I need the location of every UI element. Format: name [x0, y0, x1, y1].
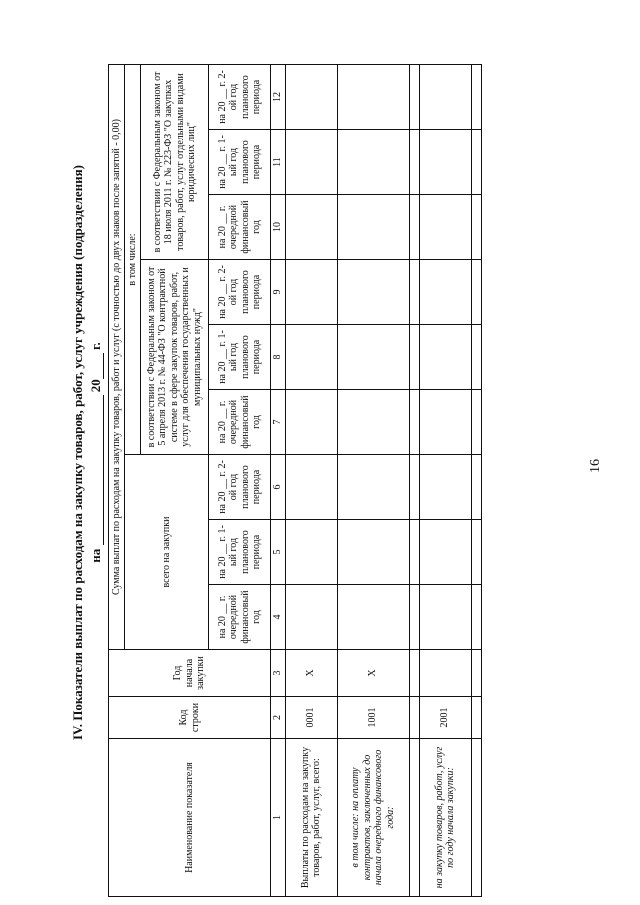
subtitle-suffix: г. [88, 342, 103, 350]
value-cell [285, 325, 337, 390]
col-number: 5 [271, 520, 286, 585]
value-cell [409, 65, 419, 130]
value-cell [419, 195, 471, 260]
value-cell [419, 455, 471, 520]
col-number: 6 [271, 455, 286, 520]
period-cell: на 20 __ г. очередной финансовый год [209, 390, 271, 455]
page-number: 16 [588, 459, 603, 473]
header-code: Код строки [109, 697, 271, 739]
document-subtitle [88, 0, 104, 905]
period-cell: на 20 __ г. 1-ый год планового периода [209, 520, 271, 585]
header-name: Наименование показателя [109, 739, 271, 897]
value-cell [419, 585, 471, 650]
value-cell [337, 130, 409, 195]
header-44fz: в соответствии с Федеральным законом от 5 апреля 2013 г. № 44-ФЗ "О контрактной системе в сфере закупок товаров, работ, услуг для обеспечения государственных и муниципальных нужд" [141, 260, 209, 455]
value-cell [471, 390, 481, 455]
value-cell [409, 520, 419, 585]
table-row [471, 65, 481, 897]
row-year: X [337, 650, 409, 697]
table-row [419, 65, 471, 897]
value-cell [337, 585, 409, 650]
header-sum: Сумма выплат по расходам на закупку товаров, работ и услуг (с точностью до двух знаков после запятой - 0,00) [109, 65, 125, 650]
blank-line [103, 395, 104, 545]
period-cell: на 20 __ г. очередной финансовый год [209, 195, 271, 260]
col-number: 10 [271, 195, 286, 260]
value-cell [471, 455, 481, 520]
row-code: 1001 [337, 697, 409, 739]
col-number: 2 [271, 697, 286, 739]
period-cell: на 20 __ г. 2-ой год планового периода [209, 455, 271, 520]
value-cell [419, 390, 471, 455]
row-year [471, 650, 481, 697]
col-number: 3 [271, 650, 286, 697]
value-cell [285, 65, 337, 130]
value-cell [419, 325, 471, 390]
row-name [409, 739, 419, 897]
value-cell [409, 390, 419, 455]
value-cell [285, 260, 337, 325]
col-number: 8 [271, 325, 286, 390]
col-number: 4 [271, 585, 286, 650]
col-number: 12 [271, 65, 286, 130]
row-name: Выплаты по расходам на закупку товаров, работ, услуг, всего: [285, 739, 337, 897]
col-number: 7 [271, 390, 286, 455]
blank-line [103, 353, 104, 379]
value-cell [285, 195, 337, 260]
row-code: 2001 [419, 697, 471, 739]
document-title: IV. Показатели выплат по расходам на закупку товаров, работ, услуг учреждения (подразделения) [70, 165, 85, 741]
value-cell [471, 195, 481, 260]
header-total: всего на закупки [125, 455, 209, 650]
row-name: на закупку товаров, работ, услуг по году начала закупки: [419, 739, 471, 897]
value-cell [409, 130, 419, 195]
value-cell [471, 520, 481, 585]
value-cell [285, 390, 337, 455]
value-cell [409, 195, 419, 260]
header-223fz: в соответствии с Федеральным законом от 18 июля 2011 г. № 223-ФЗ "О закупках товаров, работ, услуг отдельными видами юридических лиц" [141, 65, 209, 260]
value-cell [337, 260, 409, 325]
value-cell [409, 455, 419, 520]
row-code: 0001 [285, 697, 337, 739]
value-cell [409, 585, 419, 650]
row-year: X [285, 650, 337, 697]
row-name: в том числе: на оплату контрактов, заключенных до начала очередного финансового года: [337, 739, 409, 897]
value-cell [409, 260, 419, 325]
row-name [471, 739, 481, 897]
value-cell [409, 325, 419, 390]
value-cell [471, 325, 481, 390]
period-cell: на 20 __ г. очередной финансовый год [209, 585, 271, 650]
value-cell [471, 260, 481, 325]
value-cell [471, 65, 481, 130]
col-number: 9 [271, 260, 286, 325]
header-year: Год начала закупки [109, 650, 271, 697]
value-cell [337, 65, 409, 130]
value-cell [419, 260, 471, 325]
period-cell: на 20 __ г. 2-ой год планового периода [209, 260, 271, 325]
col-number: 1 [271, 739, 286, 897]
row-year [409, 650, 419, 697]
value-cell [471, 585, 481, 650]
value-cell [285, 130, 337, 195]
table-row [285, 65, 337, 897]
value-cell [285, 585, 337, 650]
period-cell: на 20 __ г. 1-ый год планового периода [209, 130, 271, 195]
value-cell [337, 390, 409, 455]
header-including: в том числе: [125, 65, 141, 455]
value-cell [337, 325, 409, 390]
table-row [409, 65, 419, 897]
value-cell [337, 455, 409, 520]
value-cell [471, 130, 481, 195]
row-code [409, 697, 419, 739]
col-number: 11 [271, 130, 286, 195]
value-cell [285, 455, 337, 520]
subtitle-prefix: на [88, 548, 103, 563]
period-cell: на 20 __ г. 1-ый год планового периода [209, 325, 271, 390]
row-code [471, 697, 481, 739]
value-cell [337, 520, 409, 585]
value-cell [285, 520, 337, 585]
payments-table [108, 64, 482, 897]
value-cell [337, 195, 409, 260]
value-cell [419, 130, 471, 195]
subtitle-year: 20 [88, 379, 103, 393]
row-year [419, 650, 471, 697]
value-cell [419, 520, 471, 585]
value-cell [419, 65, 471, 130]
table-row [337, 65, 409, 897]
period-cell: на 20 __ г. 2-ой год планового периода [209, 65, 271, 130]
